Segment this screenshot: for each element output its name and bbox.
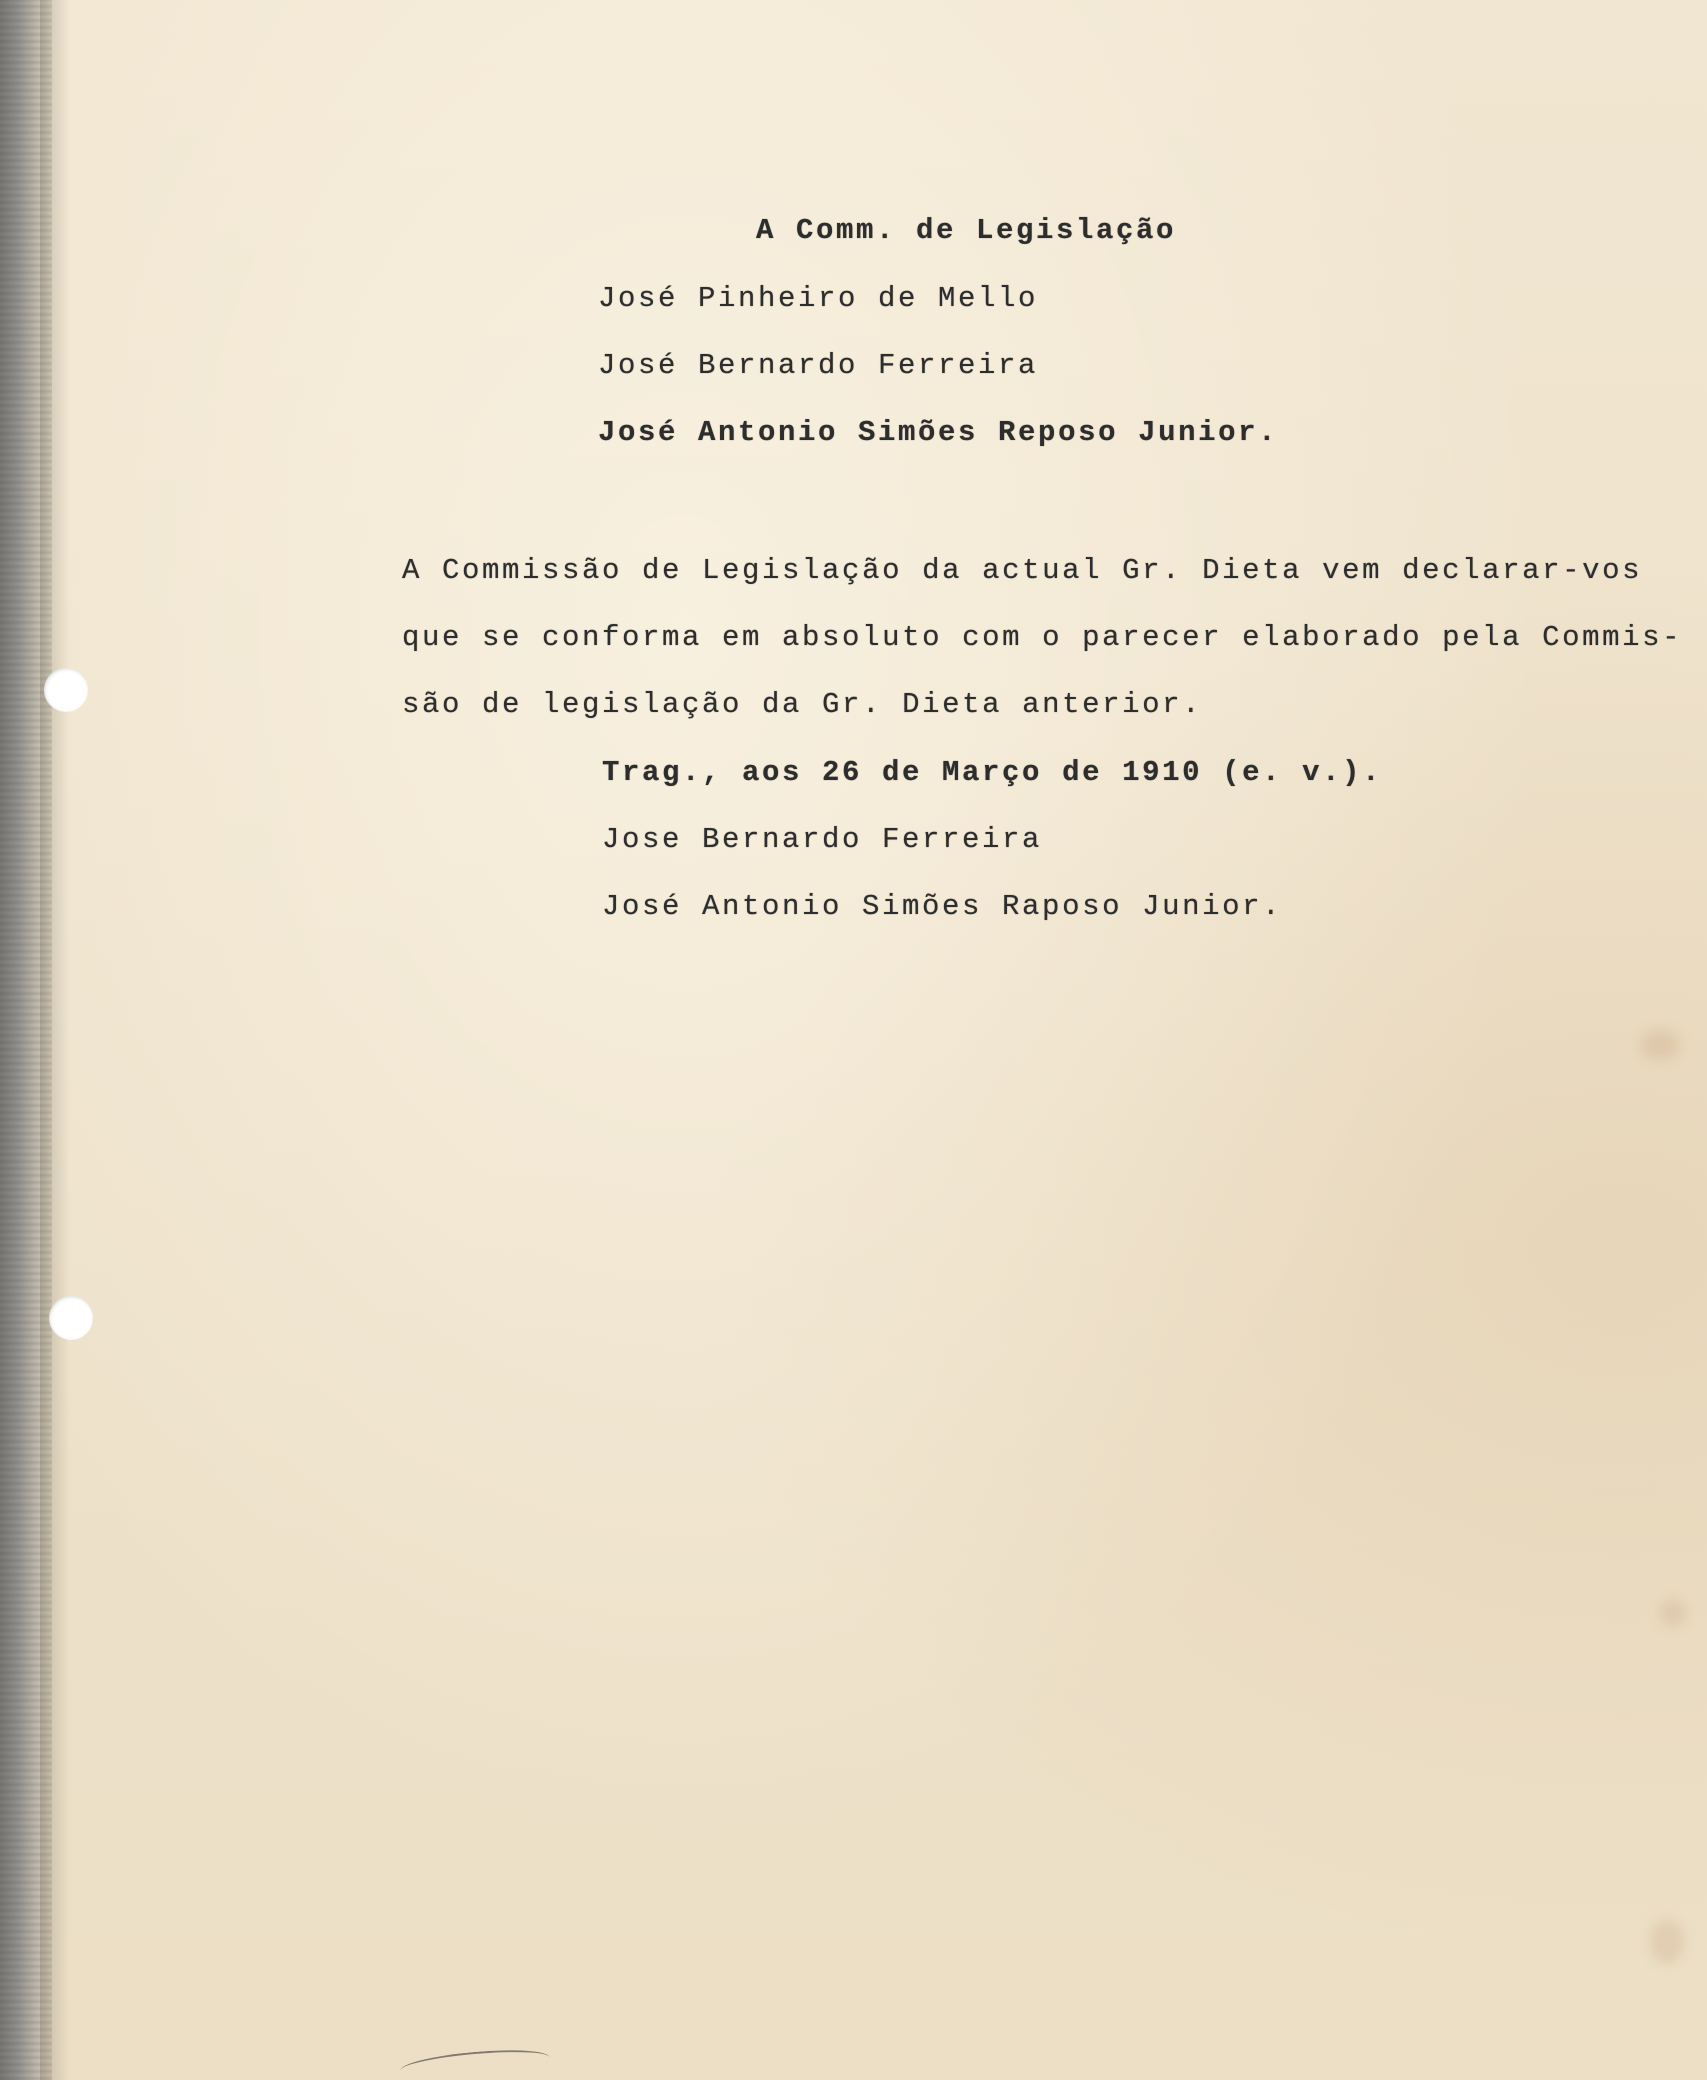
heading-member: José Pinheiro de Mello bbox=[598, 282, 1039, 315]
body-text-line: A Commissão de Legislação da actual Gr. Dieta vem declarar-vos bbox=[402, 554, 1643, 587]
punch-hole-bottom bbox=[49, 1296, 93, 1340]
heading-title: A Comm. de Legislação bbox=[756, 214, 1177, 247]
body-text-line: são de legislação da Gr. Dieta anterior. bbox=[402, 688, 1203, 721]
binding-shadow bbox=[40, 0, 70, 2080]
punch-hole-top bbox=[44, 668, 88, 712]
heading-member: José Antonio Simões Reposo Junior. bbox=[598, 416, 1279, 449]
foxing-stain bbox=[1660, 1600, 1686, 1626]
closing-date: Trag., aos 26 de Março de 1910 (e. v.). bbox=[602, 756, 1383, 789]
signature-line: José Antonio Simões Raposo Junior. bbox=[602, 890, 1283, 923]
signature-line: Jose Bernardo Ferreira bbox=[602, 823, 1043, 856]
heading-member: José Bernardo Ferreira bbox=[598, 349, 1039, 382]
foxing-stain bbox=[1640, 1030, 1680, 1060]
body-text-line: que se conforma em absoluto com o parecer elaborado pela Commis- bbox=[402, 621, 1683, 654]
foxing-stain bbox=[1650, 1920, 1684, 1964]
pencil-mark bbox=[399, 2046, 551, 2080]
